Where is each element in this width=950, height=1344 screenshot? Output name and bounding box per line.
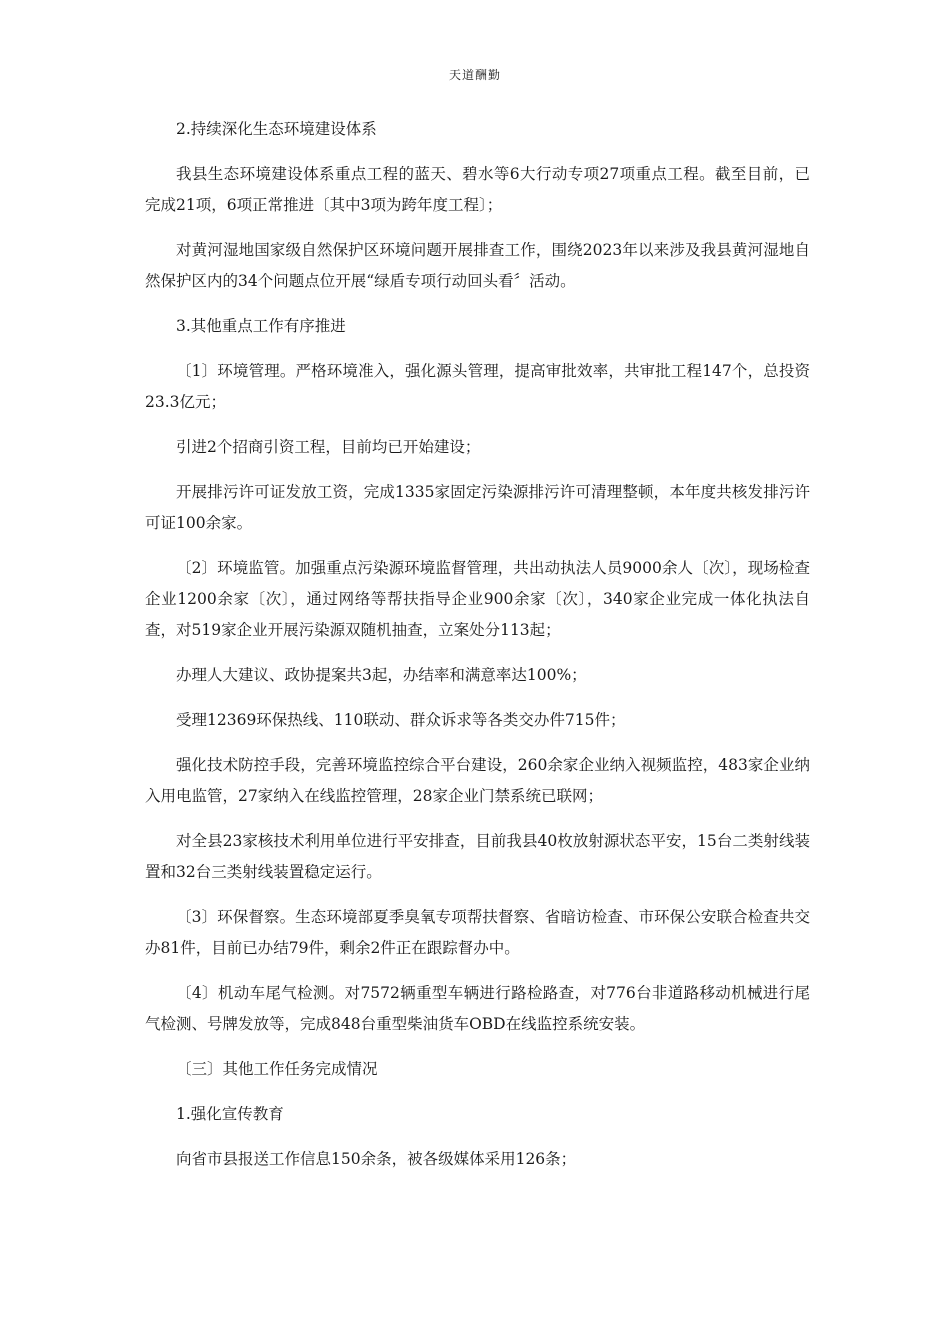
paragraph: 开展排污许可证发放工资，完成1335家固定污染源排污许可清理整顿，本年度共核发排污许可证100余家。 xyxy=(145,483,810,532)
paragraph: 〔1〕环境管理。严格环境准入，强化源头管理，提高审批效率，共审批工程147个，总投资23.3亿元； xyxy=(145,362,810,411)
paragraph: 对全县23家核技术利用单位进行平安排查，目前我县40枚放射源状态平安，15台二类射线装置和32台三类射线装置稳定运行。 xyxy=(145,832,810,881)
paragraph: 〔2〕环境监管。加强重点污染源环境监督管理，共出动执法人员9000余人〔次〕，现场检查企业1200余家〔次〕，通过网络等帮扶指导企业900余家〔次〕，340家企业完成一体化执法自查，对519家企业开展污染源双随机抽查，立案处分113起； xyxy=(145,559,810,639)
section-heading: 1.强化宣传教育 xyxy=(176,1105,284,1123)
paragraph: 〔4〕机动车尾气检测。对7572辆重型车辆进行路检路查，对776台非道路移动机械进行尾气检测、号牌发放等，完成848台重型柴油货车OBD在线监控系统安装。 xyxy=(145,984,810,1033)
paragraph: 办理人大建议、政协提案共3起，办结率和满意率达100%； xyxy=(176,666,587,684)
paragraph: 向省市县报送工作信息150余条，被各级媒体采用126条； xyxy=(176,1150,577,1168)
section-heading: 〔三〕其他工作任务完成情况 xyxy=(176,1060,378,1078)
paragraph: 〔3〕环保督察。生态环境部夏季臭氧专项帮扶督察、省暗访检查、市环保公安联合检查共交办81件，目前已办结79件，剩余2件正在跟踪督办中。 xyxy=(145,908,810,957)
paragraph: 我县生态环境建设体系重点工程的蓝天、碧水等6大行动专项27项重点工程。截至目前，已完成21项，6项正常推进〔其中3项为跨年度工程〕； xyxy=(145,165,810,214)
paragraph: 强化技术防控手段，完善环境监控综合平台建设，260余家企业纳入视频监控，483家企业纳入用电监管，27家纳入在线监控管理，28家企业门禁系统已联网； xyxy=(145,756,810,805)
section-heading: 3.其他重点工作有序推进 xyxy=(176,317,346,335)
section-heading: 2.持续深化生态环境建设体系 xyxy=(176,120,377,138)
paragraph: 对黄河湿地国家级自然保护区环境问题开展排查工作，围绕2023年以来涉及我县黄河湿地自然保护区内的34个问题点位开展“绿盾专项行动回头看〞活动。 xyxy=(145,241,810,290)
page-header: 天道酬勤 xyxy=(448,68,501,82)
paragraph: 受理12369环保热线、110联动、群众诉求等各类交办件715件； xyxy=(176,711,626,729)
document-body xyxy=(145,114,810,1189)
paragraph: 引进2个招商引资工程，目前均已开始建设； xyxy=(176,438,481,456)
